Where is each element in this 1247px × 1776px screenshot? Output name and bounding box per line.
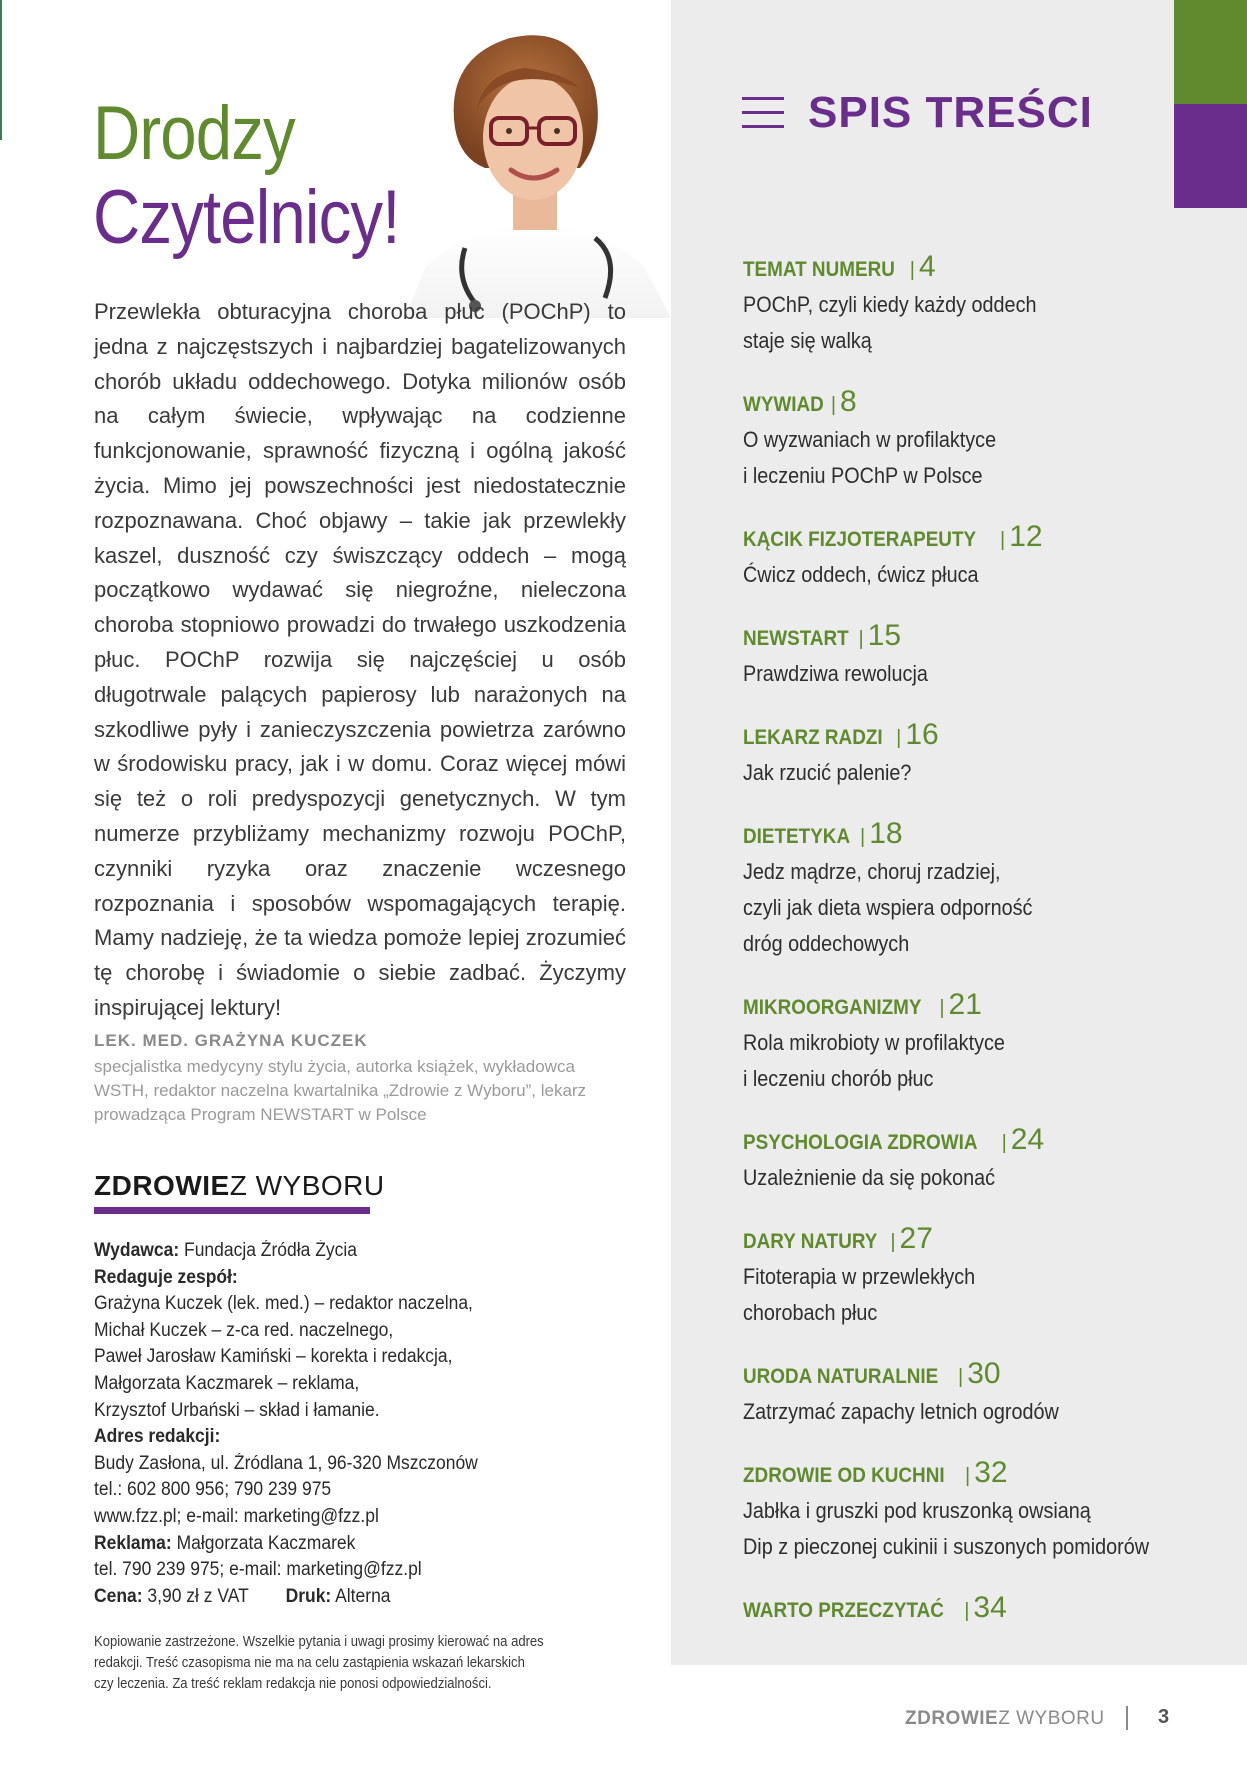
page-number: 3 <box>1158 1706 1170 1728</box>
toc-description: i leczeniu POChP w Polsce <box>743 463 983 488</box>
toc-item[interactable] <box>743 1357 1213 1430</box>
toc-item[interactable] <box>743 1456 1213 1565</box>
toc-page-number: 21 <box>948 988 982 1021</box>
toc-item[interactable] <box>743 718 1213 791</box>
toc-separator: | <box>1000 529 1006 551</box>
toc-separator: | <box>939 997 945 1019</box>
toc-page-number: 30 <box>967 1357 1001 1390</box>
logo-underline <box>94 1207 370 1214</box>
toc-description: Ćwicz oddech, ćwicz płuca <box>743 562 979 587</box>
toc-item[interactable] <box>743 619 1213 692</box>
address-label: Adres redakcji: <box>94 1426 221 1448</box>
price-label: Cena: <box>94 1585 143 1607</box>
toc-title: SPIS TREŚCI <box>808 88 1093 137</box>
toc-separator: | <box>1001 1132 1007 1154</box>
toc-item[interactable] <box>743 1591 1213 1628</box>
greeting-line-2: Czytelnicy! <box>93 175 400 260</box>
toc-page-number: 18 <box>869 817 903 850</box>
toc-separator: | <box>909 259 915 281</box>
accent-block-green <box>1174 0 1247 104</box>
toc-separator: | <box>860 826 866 848</box>
toc-description: chorobach płuc <box>743 1300 878 1325</box>
toc-separator: | <box>964 1600 970 1622</box>
team-label: Redaguje zespół: <box>94 1266 238 1288</box>
page-edge-line <box>0 0 2 140</box>
toc-description: czyli jak dieta wspiera odporność <box>743 895 1033 920</box>
toc-category: URODA NATURALNIE <box>743 1365 939 1388</box>
logo-bold: ZDROWIE <box>94 1170 230 1201</box>
toc-description: O wyzwaniach w profilaktyce <box>743 427 997 452</box>
toc-page-number: 8 <box>840 385 857 418</box>
footer-divider <box>1126 1706 1128 1730</box>
disclaimer <box>94 1632 614 1695</box>
toc-description: POChP, czyli kiedy każdy oddech <box>743 292 1037 317</box>
toc-item[interactable] <box>743 1222 1213 1331</box>
toc-item[interactable] <box>743 250 1213 359</box>
toc-item[interactable] <box>743 1123 1213 1196</box>
footer-logo-bold: ZDROWIE <box>905 1708 999 1729</box>
toc-description: staje się walką <box>743 328 872 353</box>
toc-page-number: 24 <box>1010 1123 1045 1156</box>
toc-separator: | <box>957 1366 964 1388</box>
print-label: Druk: <box>285 1585 332 1607</box>
toc-separator: | <box>890 1231 896 1253</box>
toc-item[interactable] <box>743 817 1213 962</box>
toc-category: DIETETYKA <box>743 825 851 848</box>
greeting-line-1: Drodzy <box>93 91 295 176</box>
toc-description: Zatrzymać zapachy letnich ogrodów <box>743 1399 1059 1424</box>
toc-description: Uzależnienie da się pokonać <box>743 1165 996 1190</box>
disclaimer-line: Kopiowanie zastrzeżone. Wszelkie pytania i uwagi prosimy kierować na adres <box>94 1634 544 1650</box>
toc-category: LEKARZ RADZI <box>743 726 883 749</box>
toc-category: NEWSTART <box>743 627 849 650</box>
toc-separator: | <box>858 628 864 650</box>
toc-description: Jedz mądrze, choruj rzadziej, <box>743 859 1001 884</box>
toc-description: Prawdziwa rewolucja <box>743 661 928 686</box>
footer-logo-light: Z WYBORU <box>998 1708 1105 1729</box>
toc-page-number: 34 <box>973 1591 1007 1624</box>
author-description: specjalistka medycyny stylu życia, autorka książek, wykładowca WSTH, redaktor naczelna kwartalnika „Zdrowie z Wyboru”, lekarz prowadząca Program NEWSTART w Polsce <box>94 1057 587 1124</box>
publisher: Fundacja Źródła Życia <box>184 1240 357 1261</box>
toc-description: Jak rzucić palenie? <box>743 760 912 785</box>
toc-category: DARY NATURY <box>743 1230 878 1253</box>
team-member: Krzysztof Urbański – skład i łamanie. <box>94 1399 380 1421</box>
disclaimer-line: czy leczenia. Za treść reklam redakcja nie ponosi odpowiedzialności. <box>94 1676 492 1692</box>
menu-icon <box>742 97 784 129</box>
editorial-text: Przewlekła obturacyjna choroba płuc (POChP) to jedna z najczęstszych i najbardziej bagatelizowanych chorób układu oddechowego. Dotyka milionów osób na całym świecie, wpływając na codzienne funkcjonowanie, sprawność fizyczną i ogólną jakość życia. Mimo jej powszechności jest niedostatecznie rozpoznawana. Choć objawy – takie jak przewlekły kaszel, duszność czy świszczący oddech – mogą początkowo wydawać się niegroźne, nieleczona choroba stopniowo prowadzi do trwałego uszkodzenia płuc. POChP rozwija się najczęściej u osób długotrwale palących papierosy lub narażonych na szkodliwe pyły i zanieczyszczenia powietrza zarówno w środowisku pracy, jak i w domu. Coraz więcej mówi się też o roli predyspozycji genetycznych. W tym numerze przybliżamy mechanizmy rozwoju POChP, czynniki ryzyka oraz znaczenie wczesnego rozpoznania i sposobów wspomagających terapię. Mamy nadzieję, że ta wiedza pomoże lepiej zrozumieć tę chorobę i świadomie o siebie zadbać. Życzymy inspirującej lektury! <box>94 299 626 1020</box>
toc-separator: | <box>896 727 902 749</box>
team-member: Małgorzata Kaczmarek – reklama, <box>94 1372 360 1394</box>
author-name: LEK. MED. GRAŻYNA KUCZEK <box>94 1031 368 1050</box>
toc-category: ZDROWIE OD KUCHNI <box>743 1464 945 1487</box>
greeting-heading <box>93 92 449 260</box>
logo-light: Z WYBORU <box>229 1170 385 1201</box>
toc-description: Dip z pieczonej cukinii i suszonych pomidorów <box>743 1534 1150 1559</box>
ads-contact-person: Małgorzata Kaczmarek <box>176 1532 356 1554</box>
toc-category: TEMAT NUMERU <box>743 258 895 281</box>
toc-page-number: 16 <box>905 718 939 751</box>
address-line: www.fzz.pl; e-mail: marketing@fzz.pl <box>94 1505 379 1527</box>
team-member: Grażyna Kuczek (lek. med.) – redaktor naczelna, <box>94 1293 473 1315</box>
toc-page-number: 27 <box>899 1222 933 1255</box>
accent-block-purple <box>1174 104 1247 208</box>
ads-contact: tel. 790 239 975; e-mail: marketing@fzz.pl <box>94 1559 422 1581</box>
toc-page-number: 4 <box>918 250 936 283</box>
toc-separator: | <box>965 1465 971 1487</box>
toc-category: WARTO PRZECZYTAĆ <box>743 1599 944 1622</box>
toc-separator: | <box>830 394 837 416</box>
masthead <box>94 1238 654 1610</box>
toc-description: Jabłka i gruszki pod kruszonką owsianą <box>743 1498 1091 1523</box>
toc-category: MIKROORGANIZMY <box>743 996 922 1019</box>
team-member: Paweł Jarosław Kamiński – korekta i redakcja, <box>94 1346 453 1368</box>
toc-category: PSYCHOLOGIA ZDROWIA <box>743 1131 978 1154</box>
toc-page-number: 15 <box>867 619 902 652</box>
toc-description: i leczeniu chorób płuc <box>743 1066 934 1091</box>
printer: Alterna <box>335 1585 391 1607</box>
toc-page-number: 32 <box>974 1456 1008 1489</box>
ads-label: Reklama: <box>94 1532 172 1554</box>
toc-description: Rola mikrobioty w profilaktyce <box>743 1030 1005 1055</box>
toc-category: KĄCIK FIZJOTERAPEUTY <box>743 528 977 551</box>
toc-list <box>743 250 1213 1654</box>
magazine-logo <box>94 1170 385 1202</box>
toc-item[interactable] <box>743 988 1213 1097</box>
address-line: Budy Zasłona, ul. Źródlana 1, 96-320 Mszczonów <box>94 1452 478 1474</box>
address-line: tel.: 602 800 956; 790 239 975 <box>94 1479 332 1501</box>
disclaimer-line: redakcji. Treść czasopisma nie ma na celu zastąpienia wskazań lekarskich <box>94 1655 525 1671</box>
footer-logo <box>905 1708 1105 1730</box>
team-member: Michał Kuczek – z-ca red. naczelnego, <box>94 1319 394 1341</box>
publisher-label: Wydawca: <box>94 1240 180 1261</box>
toc-description: Fitoterapia w przewlekłych <box>743 1264 976 1289</box>
toc-item[interactable] <box>743 520 1213 593</box>
toc-page-number: 12 <box>1009 520 1043 553</box>
toc-category: WYWIAD <box>743 393 824 416</box>
price: 3,90 zł z VAT <box>147 1585 249 1607</box>
toc-description: dróg oddechowych <box>743 931 910 956</box>
toc-item[interactable] <box>743 385 1213 494</box>
